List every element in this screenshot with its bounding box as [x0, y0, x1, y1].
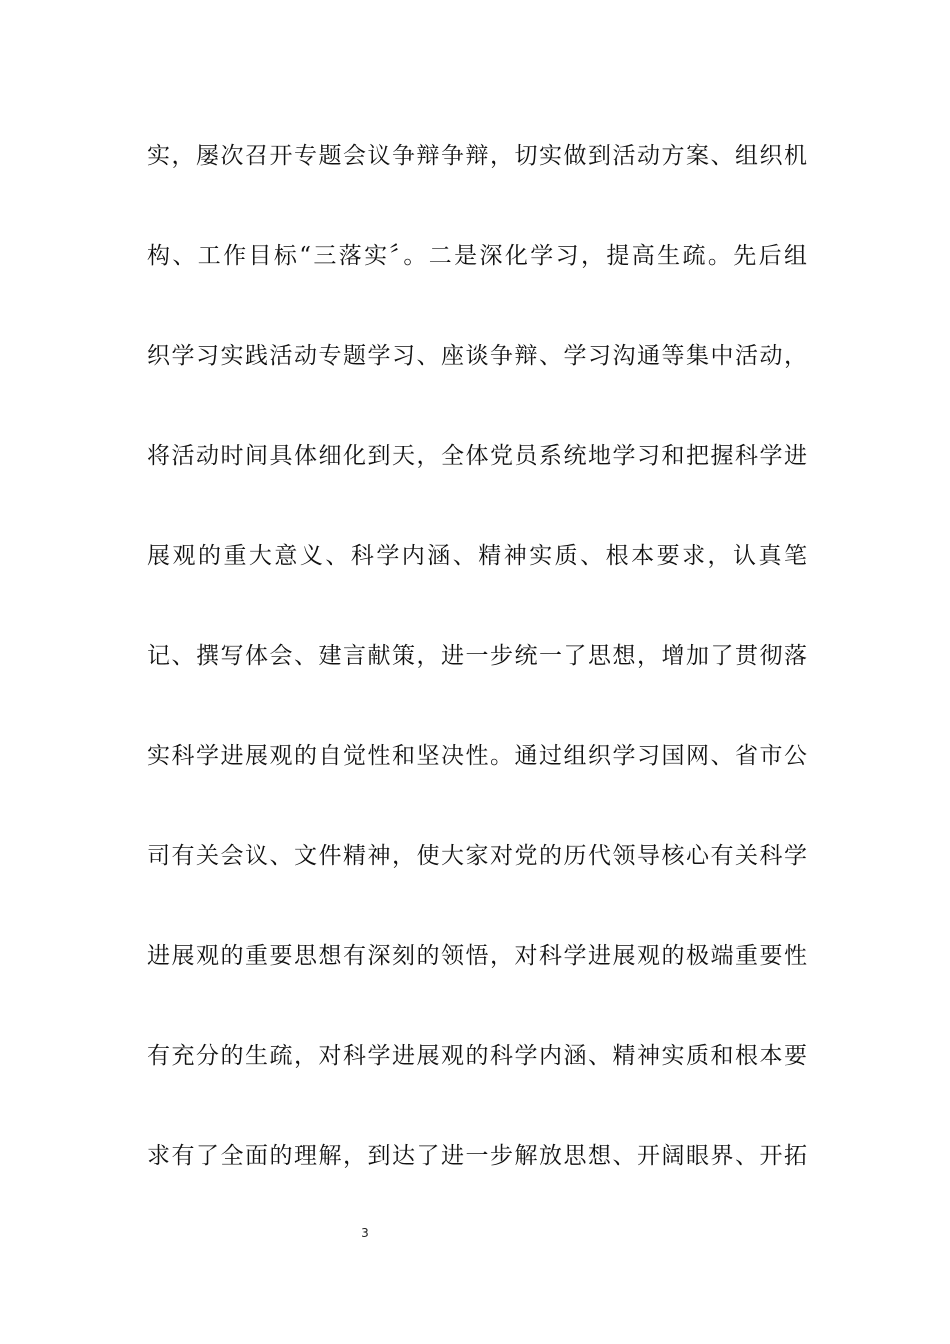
text-line: 实科学进展观的自觉性和坚决性。通过组织学习国网、省市公: [147, 743, 807, 769]
text-line: 进展观的重要思想有深刻的领悟，对科学进展观的极端重要性: [147, 943, 807, 969]
body-paragraph: [147, 133, 807, 1233]
text-line: 构、工作目标“三落实〞。二是深化学习，提高生疏。先后组: [147, 243, 807, 269]
text-line: 司有关会议、文件精神，使大家对党的历代领导核心有关科学: [147, 843, 807, 869]
text-line: 求有了全面的理解，到达了进一步解放思想、开阔眼界、开拓: [147, 1143, 807, 1169]
text-line: 有充分的生疏，对科学进展观的科学内涵、精神实质和根本要: [147, 1043, 807, 1069]
page-number: 3: [361, 1226, 369, 1240]
text-line: 实，屡次召开专题会议争辩争辩，切实做到活动方案、组织机: [147, 143, 807, 169]
text-line: 记、撰写体会、建言献策，进一步统一了思想，增加了贯彻落: [147, 643, 807, 669]
text-line: 将活动时间具体细化到天，全体党员系统地学习和把握科学进: [147, 443, 807, 469]
text-line: 展观的重大意义、科学内涵、精神实质、根本要求，认真笔: [147, 543, 807, 569]
text-line: 织学习实践活动专题学习、座谈争辩、学习沟通等集中活动，: [147, 343, 807, 369]
